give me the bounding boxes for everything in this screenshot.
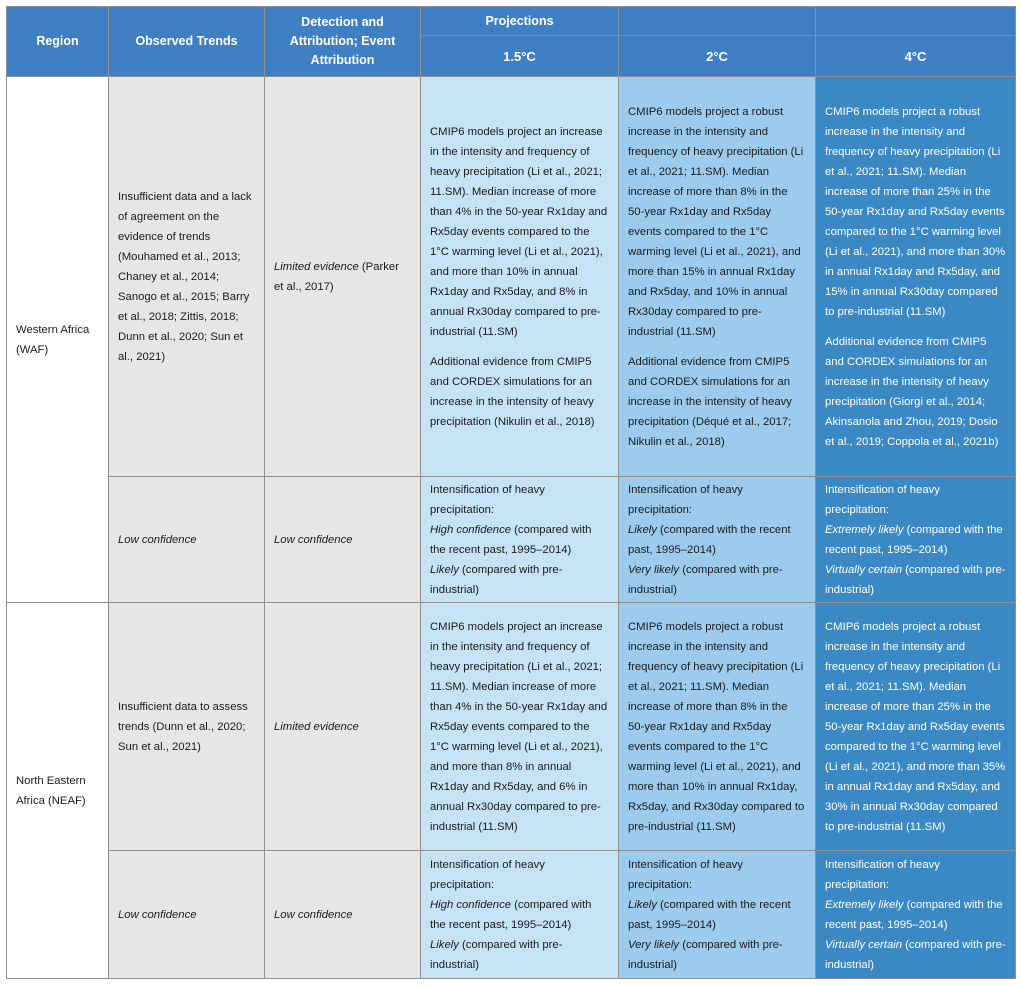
c15-neaf-b-rest: (compared with pre-industrial) — [430, 938, 563, 971]
proj-4c-waf-p2: Additional evidence from CMIP5 and CORDEX simulations for an increase in the intensity of heavy precipitation (Giorgi et al., 2014; Akinsanola and Zhou, 2019; Dosio et al., 2019; Coppola et al., 2021b) — [825, 335, 999, 448]
proj-1-5c-waf-p2: Additional evidence from CMIP5 and CORDEX simulations for an increase in the intensity of heavy precipitation (Nikulin et al., 2018) — [430, 355, 595, 428]
detection-neaf-em: Limited evidence — [274, 720, 359, 733]
c15-neaf-b-em: Likely — [430, 938, 459, 951]
proj-2c-neaf: CMIP6 models project a robust increase in the intensity and frequency of heavy precipitation (Li et al., 2021; 11.SM). Median increase of more than 8% in the 50-year Rx1day and Rx5day events compared to the 1°C warming level (Li et al., 2021), and more than 10% in annual Rx1day, Rx5day, and Rx30day compared to pre-industrial (11.SM) — [619, 603, 816, 851]
confidence-observed-waf-text: Low confidence — [118, 533, 197, 546]
c2-neaf-a-rest: (compared with the recent past, 1995–2014) — [628, 898, 791, 931]
confidence-2c-neaf — [619, 851, 816, 979]
proj-4c-waf — [816, 77, 1016, 477]
c2-waf-b-rest: (compared with pre-industrial) — [628, 563, 783, 596]
proj-2c-waf-p1: CMIP6 models project a robust increase in the intensity and frequency of heavy precipitation (Li et al., 2021; 11.SM). Median increase of more than 8% in the 50-year Rx1day and Rx5day events compared to the 1°C warming level (Li et al., 2021), and more than 15% in annual Rx1day and Rx5day, and 10% in annual Rx30day compared to pre-industrial (11.SM) — [628, 105, 804, 338]
header-row-top — [7, 7, 1016, 36]
proj-1-5c-waf — [421, 77, 619, 477]
detection-waf-em: Limited evidence — [274, 260, 359, 273]
header-1-5c: 1.5°C — [421, 36, 619, 77]
c15-waf-b-em: Likely — [430, 563, 459, 576]
c4-waf-intro: Intensification of heavy precipitation: — [825, 483, 940, 516]
proj-1-5c-neaf: CMIP6 models project an increase in the intensity and frequency of heavy precipitation (Li et al., 2021; 11.SM). Median increase of more than 4% in the 50-year Rx1day and Rx5day events compared to the 1°C warming level (Li et al., 2021), and more than 8% in annual Rx1day and Rx5day, and 6% in annual Rx30day compared to pre-industrial (11.SM) — [421, 603, 619, 851]
c4-waf-b-em: Virtually certain — [825, 563, 903, 576]
neaf-confidence-row — [7, 851, 1016, 979]
c2-neaf-a-em: Likely — [628, 898, 657, 911]
confidence-observed-waf — [109, 477, 265, 603]
observed-trends-waf: Insufficient data and a lack of agreement on the evidence of trends (Mouhamed et al., 2013; Chaney et al., 2014; Sanogo et al., 2015; Barry et al., 2018; Zittis, 2018; Dunn et al., 2020; Sun et al., 2021) — [109, 77, 265, 477]
confidence-observed-neaf — [109, 851, 265, 979]
c4-waf-b-rest: (compared with pre-industrial) — [825, 563, 1006, 596]
header-region: Region — [7, 7, 109, 77]
c2-neaf-intro: Intensification of heavy precipitation: — [628, 858, 743, 891]
c2-neaf-b-rest: (compared with pre-industrial) — [628, 938, 783, 971]
c4-neaf-a-em: Extremely likely — [825, 898, 904, 911]
confidence-1-5c-neaf — [421, 851, 619, 979]
c15-neaf-intro: Intensification of heavy precipitation: — [430, 858, 545, 891]
c15-neaf-a-rest: (compared with the recent past, 1995–2014) — [430, 898, 592, 931]
observed-trends-neaf: Insufficient data to assess trends (Dunn et al., 2020; Sun et al., 2021) — [109, 603, 265, 851]
c15-waf-b-rest: (compared with pre-industrial) — [430, 563, 563, 596]
c4-waf-a-em: Extremely likely — [825, 523, 904, 536]
confidence-detection-waf-text: Low confidence — [274, 533, 353, 546]
proj-4c-waf-p1: CMIP6 models project a robust increase in the intensity and frequency of heavy precipitation (Li et al., 2021; 11.SM). Median increase of more than 25% in the 50-year Rx1day and Rx5day events compared to the 1°C warming level (Li et al., 2021), and more than 30% in annual Rx1day and Rx5day, and 15% in annual Rx30day compared to pre-industrial (11.SM) — [825, 105, 1006, 318]
header-projections: Projections — [421, 7, 619, 36]
c4-waf-a-rest: (compared with the recent past, 1995–2014) — [825, 523, 1003, 556]
confidence-detection-neaf-text: Low confidence — [274, 908, 353, 921]
waf-confidence-row — [7, 477, 1016, 603]
c2-waf-intro: Intensification of heavy precipitation: — [628, 483, 743, 516]
c15-neaf-a-em: High confidence — [430, 898, 512, 911]
c15-waf-a-rest: (compared with the recent past, 1995–2014) — [430, 523, 592, 556]
confidence-4c-waf — [816, 477, 1016, 603]
c2-waf-a-em: Likely — [628, 523, 657, 536]
confidence-2c-waf — [619, 477, 816, 603]
c4-neaf-b-rest: (compared with pre-industrial) — [825, 938, 1006, 971]
proj-2c-waf — [619, 77, 816, 477]
c15-waf-a-em: High confidence — [430, 523, 512, 536]
header-detection-attribution: Detection and Attribution; Event Attribution — [265, 7, 421, 77]
detection-waf — [265, 77, 421, 477]
c2-waf-a-rest: (compared with the recent past, 1995–2014) — [628, 523, 791, 556]
c2-neaf-b-em: Very likely — [628, 938, 680, 951]
proj-2c-waf-p2: Additional evidence from CMIP5 and CORDEX simulations for an increase in the intensity of heavy precipitation (Déqué et al., 2017; Nikulin et al., 2018) — [628, 355, 792, 448]
header-blank-2 — [816, 7, 1016, 36]
confidence-detection-waf — [265, 477, 421, 603]
detection-neaf — [265, 603, 421, 851]
header-2c: 2°C — [619, 36, 816, 77]
confidence-4c-neaf — [816, 851, 1016, 979]
header-observed-trends: Observed Trends — [109, 7, 265, 77]
confidence-observed-neaf-text: Low confidence — [118, 908, 197, 921]
c4-neaf-intro: Intensification of heavy precipitation: — [825, 858, 940, 891]
header-blank-1 — [619, 7, 816, 36]
region-cell-neaf: North Eastern Africa (NEAF) — [7, 603, 109, 979]
c4-neaf-a-rest: (compared with the recent past, 1995–2014) — [825, 898, 1003, 931]
proj-1-5c-waf-p1: CMIP6 models project an increase in the intensity and frequency of heavy precipitation (Li et al., 2021; 11.SM). Median increase of more than 4% in the 50-year Rx1day and Rx5day events compared to the 1°C warming level (Li et al., 2021), and more than 10% in annual Rx1day and Rx5day, and 8% in annual Rx30day compared to pre-industrial (11.SM) — [430, 125, 608, 338]
c2-waf-b-em: Very likely — [628, 563, 680, 576]
confidence-detection-neaf — [265, 851, 421, 979]
detection-waf-rest: (Parker et al., 2017) — [274, 260, 399, 293]
region-cell-waf: Western Africa (WAF) — [7, 77, 109, 603]
proj-4c-neaf: CMIP6 models project a robust increase in the intensity and frequency of heavy precipitation (Li et al., 2021; 11.SM). Median increase of more than 25% in the 50-year Rx1day and Rx5day events compared to the 1°C warming level (Li et al., 2021), and more than 35% in annual Rx1day and Rx5day, and 30% in annual Rx30day compared to pre-industrial (11.SM) — [816, 603, 1016, 851]
neaf-evidence-row — [7, 603, 1016, 851]
projections-table — [6, 6, 1016, 979]
waf-evidence-row — [7, 77, 1016, 477]
c4-neaf-b-em: Virtually certain — [825, 938, 903, 951]
confidence-1-5c-waf — [421, 477, 619, 603]
header-4c: 4°C — [816, 36, 1016, 77]
c15-waf-intro: Intensification of heavy precipitation: — [430, 483, 545, 516]
